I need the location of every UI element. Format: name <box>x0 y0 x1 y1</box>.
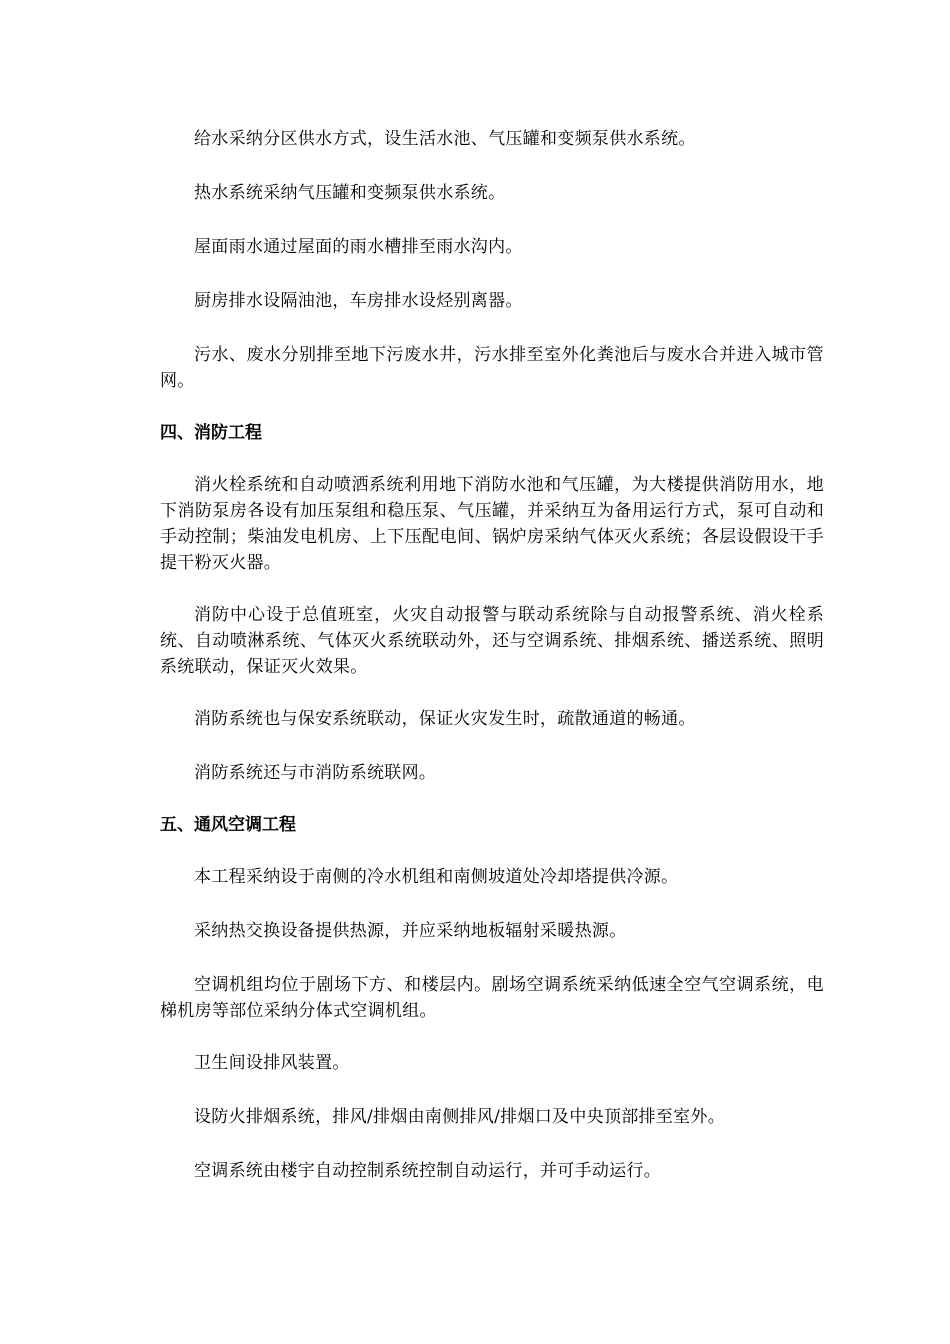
document-page <box>160 0 824 1344</box>
ac-units-paragraph: 空调机组均位于剧场下方、和楼层内。剧场空调系统采纳低速全空气空调系统，电梯机房等部位采纳分体式空调机组。 <box>160 975 824 1021</box>
sewage-paragraph: 污水、废水分别排至地下污废水井，污水排至室外化粪池后与废水合并进入城市管网。 <box>160 345 824 391</box>
smoke-exhaust-paragraph: 设防火排烟系统，排风/排烟由南侧排风/排烟口及中央顶部排至室外。 <box>194 1107 726 1127</box>
fire-security-paragraph: 消防系统也与保安系统联动，保证火灾发生时，疏散通道的畅通。 <box>194 709 696 729</box>
hot-water-paragraph: 热水系统采纳气压罐和变频泵供水系统。 <box>194 183 506 203</box>
ac-control-paragraph: 空调系统由楼宇自动控制系统控制自动运行，并可手动运行。 <box>194 1161 662 1181</box>
rainwater-paragraph: 屋面雨水通过屋面的雨水槽排至雨水沟内。 <box>194 237 523 257</box>
cooling-source-paragraph: 本工程采纳设于南侧的冷水机组和南侧坡道处冷却塔提供冷源。 <box>194 867 679 887</box>
drainage-paragraph: 厨房排水设隔油池，车房排水设烃别离器。 <box>194 291 523 311</box>
water-supply-paragraph: 给水采纳分区供水方式，设生活水池、气压罐和变频泵供水系统。 <box>194 129 696 149</box>
toilet-exhaust-paragraph: 卫生间设排风装置。 <box>194 1053 350 1073</box>
fire-section-heading: 四、消防工程 <box>160 423 262 443</box>
hvac-section-heading: 五、通风空调工程 <box>160 815 296 835</box>
fire-hydrant-paragraph: 消火栓系统和自动喷洒系统利用地下消防水池和气压罐，为大楼提供消防用水，地下消防泵房各设有加压泵组和稳压泵、气压罐，并采纳互为备用运行方式，泵可自动和手动控制；柴油发电机房、上下压配电间、锅炉房采纳气体灭火系统；各层设假设干手提干粉灭火器。 <box>160 475 824 573</box>
heat-source-paragraph: 采纳热交换设备提供热源，并应采纳地板辐射采暖热源。 <box>194 921 627 941</box>
fire-network-paragraph: 消防系统还与市消防系统联网。 <box>194 763 437 783</box>
fire-center-paragraph: 消防中心设于总值班室，火灾自动报警与联动系统除与自动报警系统、消火栓系统、自动喷淋系统、气体灭火系统联动外，还与空调系统、排烟系统、播送系统、照明系统联动，保证灭火效果。 <box>160 605 824 677</box>
